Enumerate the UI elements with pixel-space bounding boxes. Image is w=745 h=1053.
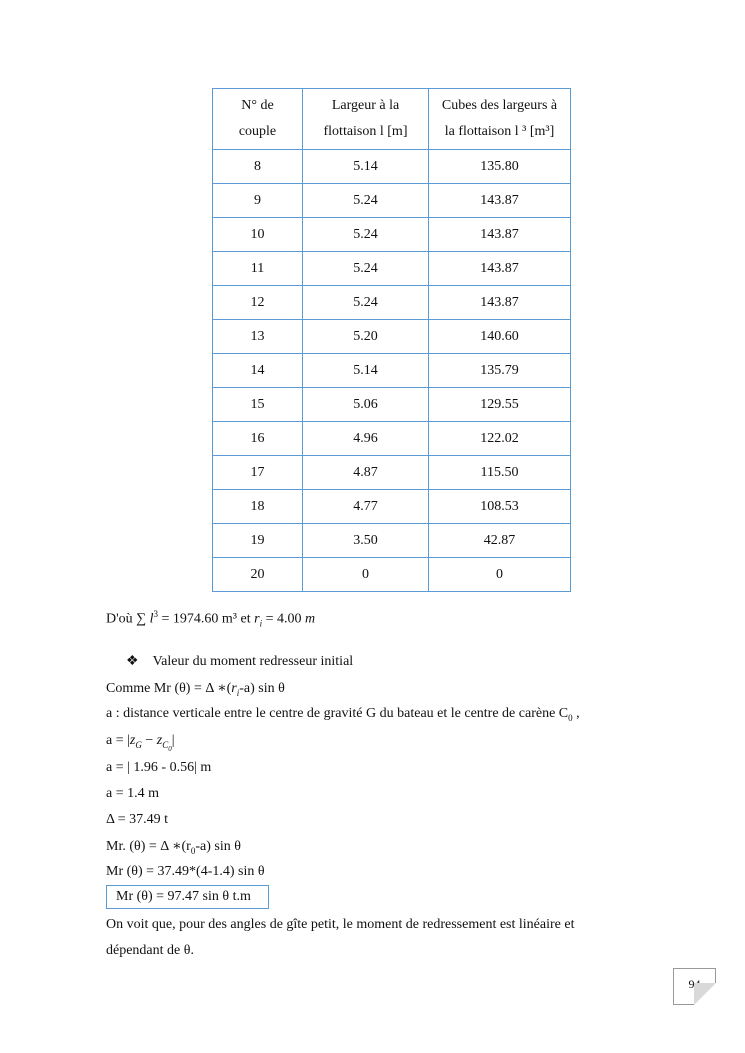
- cell-largeur: 0: [303, 558, 429, 592]
- table-row: [213, 252, 571, 286]
- cell-couple: 14: [213, 354, 303, 388]
- cell-couple: 19: [213, 524, 303, 558]
- table-row: [213, 388, 571, 422]
- conclusion-line-1: On voit que, pour des angles de gîte petit, le moment de redressement est linéaire et: [106, 917, 575, 932]
- a-value: a = 1.4 m: [106, 786, 159, 801]
- cell-couple: 13: [213, 320, 303, 354]
- sum-line: D'où ∑ $l^3 = 1974.60$ m³ et $r_i = 4.00$ m: [106, 609, 316, 629]
- table-row: [213, 320, 571, 354]
- table-row: [213, 218, 571, 252]
- cell-largeur: 5.24: [303, 184, 429, 218]
- a-numeric: a = | 1.96 - 0.56| m: [106, 760, 212, 775]
- conclusion-line-2: dépendant de θ.: [106, 943, 194, 958]
- header-largeur: Largeur à la flottaison l [m]: [303, 89, 429, 150]
- cell-largeur: 5.24: [303, 252, 429, 286]
- cell-largeur: 3.50: [303, 524, 429, 558]
- table-header-row: [213, 89, 571, 150]
- cell-couple: 16: [213, 422, 303, 456]
- cell-couple: 17: [213, 456, 303, 490]
- cell-cube: 122.02: [429, 422, 571, 456]
- header-couple: N° de couple: [213, 89, 303, 150]
- cell-largeur: 5.14: [303, 150, 429, 184]
- cell-couple: 8: [213, 150, 303, 184]
- bullet-heading: ❖ Valeur du moment redresseur initial: [126, 654, 354, 669]
- cell-largeur: 5.24: [303, 286, 429, 320]
- table-row: [213, 150, 571, 184]
- cell-largeur: 4.77: [303, 490, 429, 524]
- formula-comme: Comme Mr (θ) = Δ $∗(r_i-a)$ sin θ: [106, 681, 285, 698]
- cell-couple: 11: [213, 252, 303, 286]
- cell-couple: 15: [213, 388, 303, 422]
- cell-largeur: 5.24: [303, 218, 429, 252]
- cell-largeur: 5.20: [303, 320, 429, 354]
- cell-cube: 0: [429, 558, 571, 592]
- cell-couple: 9: [213, 184, 303, 218]
- cell-cube: 42.87: [429, 524, 571, 558]
- cell-cube: 135.80: [429, 150, 571, 184]
- result-box: Mr (θ) = 97.47 sin θ t.m: [106, 885, 269, 909]
- cell-couple: 18: [213, 490, 303, 524]
- diamond-bullet-icon: ❖: [126, 654, 139, 669]
- widths-table: [212, 88, 571, 592]
- cell-largeur: 4.87: [303, 456, 429, 490]
- table-row: [213, 354, 571, 388]
- cell-cube: 140.60: [429, 320, 571, 354]
- a-definition: a : distance verticale entre le centre de gravité G du bateau et le centre de carène $C_0$ ,: [106, 706, 580, 723]
- header-cubes: Cubes des largeurs à la flottaison l ³ [m³]: [429, 89, 571, 150]
- mr-substitution: Mr (θ) = 37.49*(4-1.4) sin θ: [106, 864, 265, 879]
- table-row: [213, 558, 571, 592]
- table-row: [213, 422, 571, 456]
- cell-cube: 108.53: [429, 490, 571, 524]
- table-row: [213, 184, 571, 218]
- cell-largeur: 5.14: [303, 354, 429, 388]
- cell-couple: 12: [213, 286, 303, 320]
- table-row: [213, 524, 571, 558]
- cell-cube: 129.55: [429, 388, 571, 422]
- cell-cube: 143.87: [429, 218, 571, 252]
- mr-formula: Mr. (θ) = Δ $∗(r_0-a)$ sin θ: [106, 839, 241, 856]
- a-absolute-formula: $a = |z_G - z_{C_0}|$: [106, 733, 175, 753]
- page-fold-icon: [694, 983, 716, 1005]
- cell-largeur: 4.96: [303, 422, 429, 456]
- cell-cube: 135.79: [429, 354, 571, 388]
- table-row: [213, 490, 571, 524]
- table-row: [213, 456, 571, 490]
- cell-cube: 143.87: [429, 286, 571, 320]
- cell-couple: 10: [213, 218, 303, 252]
- cell-couple: 20: [213, 558, 303, 592]
- cell-cube: 143.87: [429, 252, 571, 286]
- table-row: [213, 286, 571, 320]
- page-number: 94: [673, 968, 716, 1005]
- cell-largeur: 5.06: [303, 388, 429, 422]
- cell-cube: 115.50: [429, 456, 571, 490]
- delta-value: Δ = 37.49 t: [106, 812, 169, 827]
- cell-cube: 143.87: [429, 184, 571, 218]
